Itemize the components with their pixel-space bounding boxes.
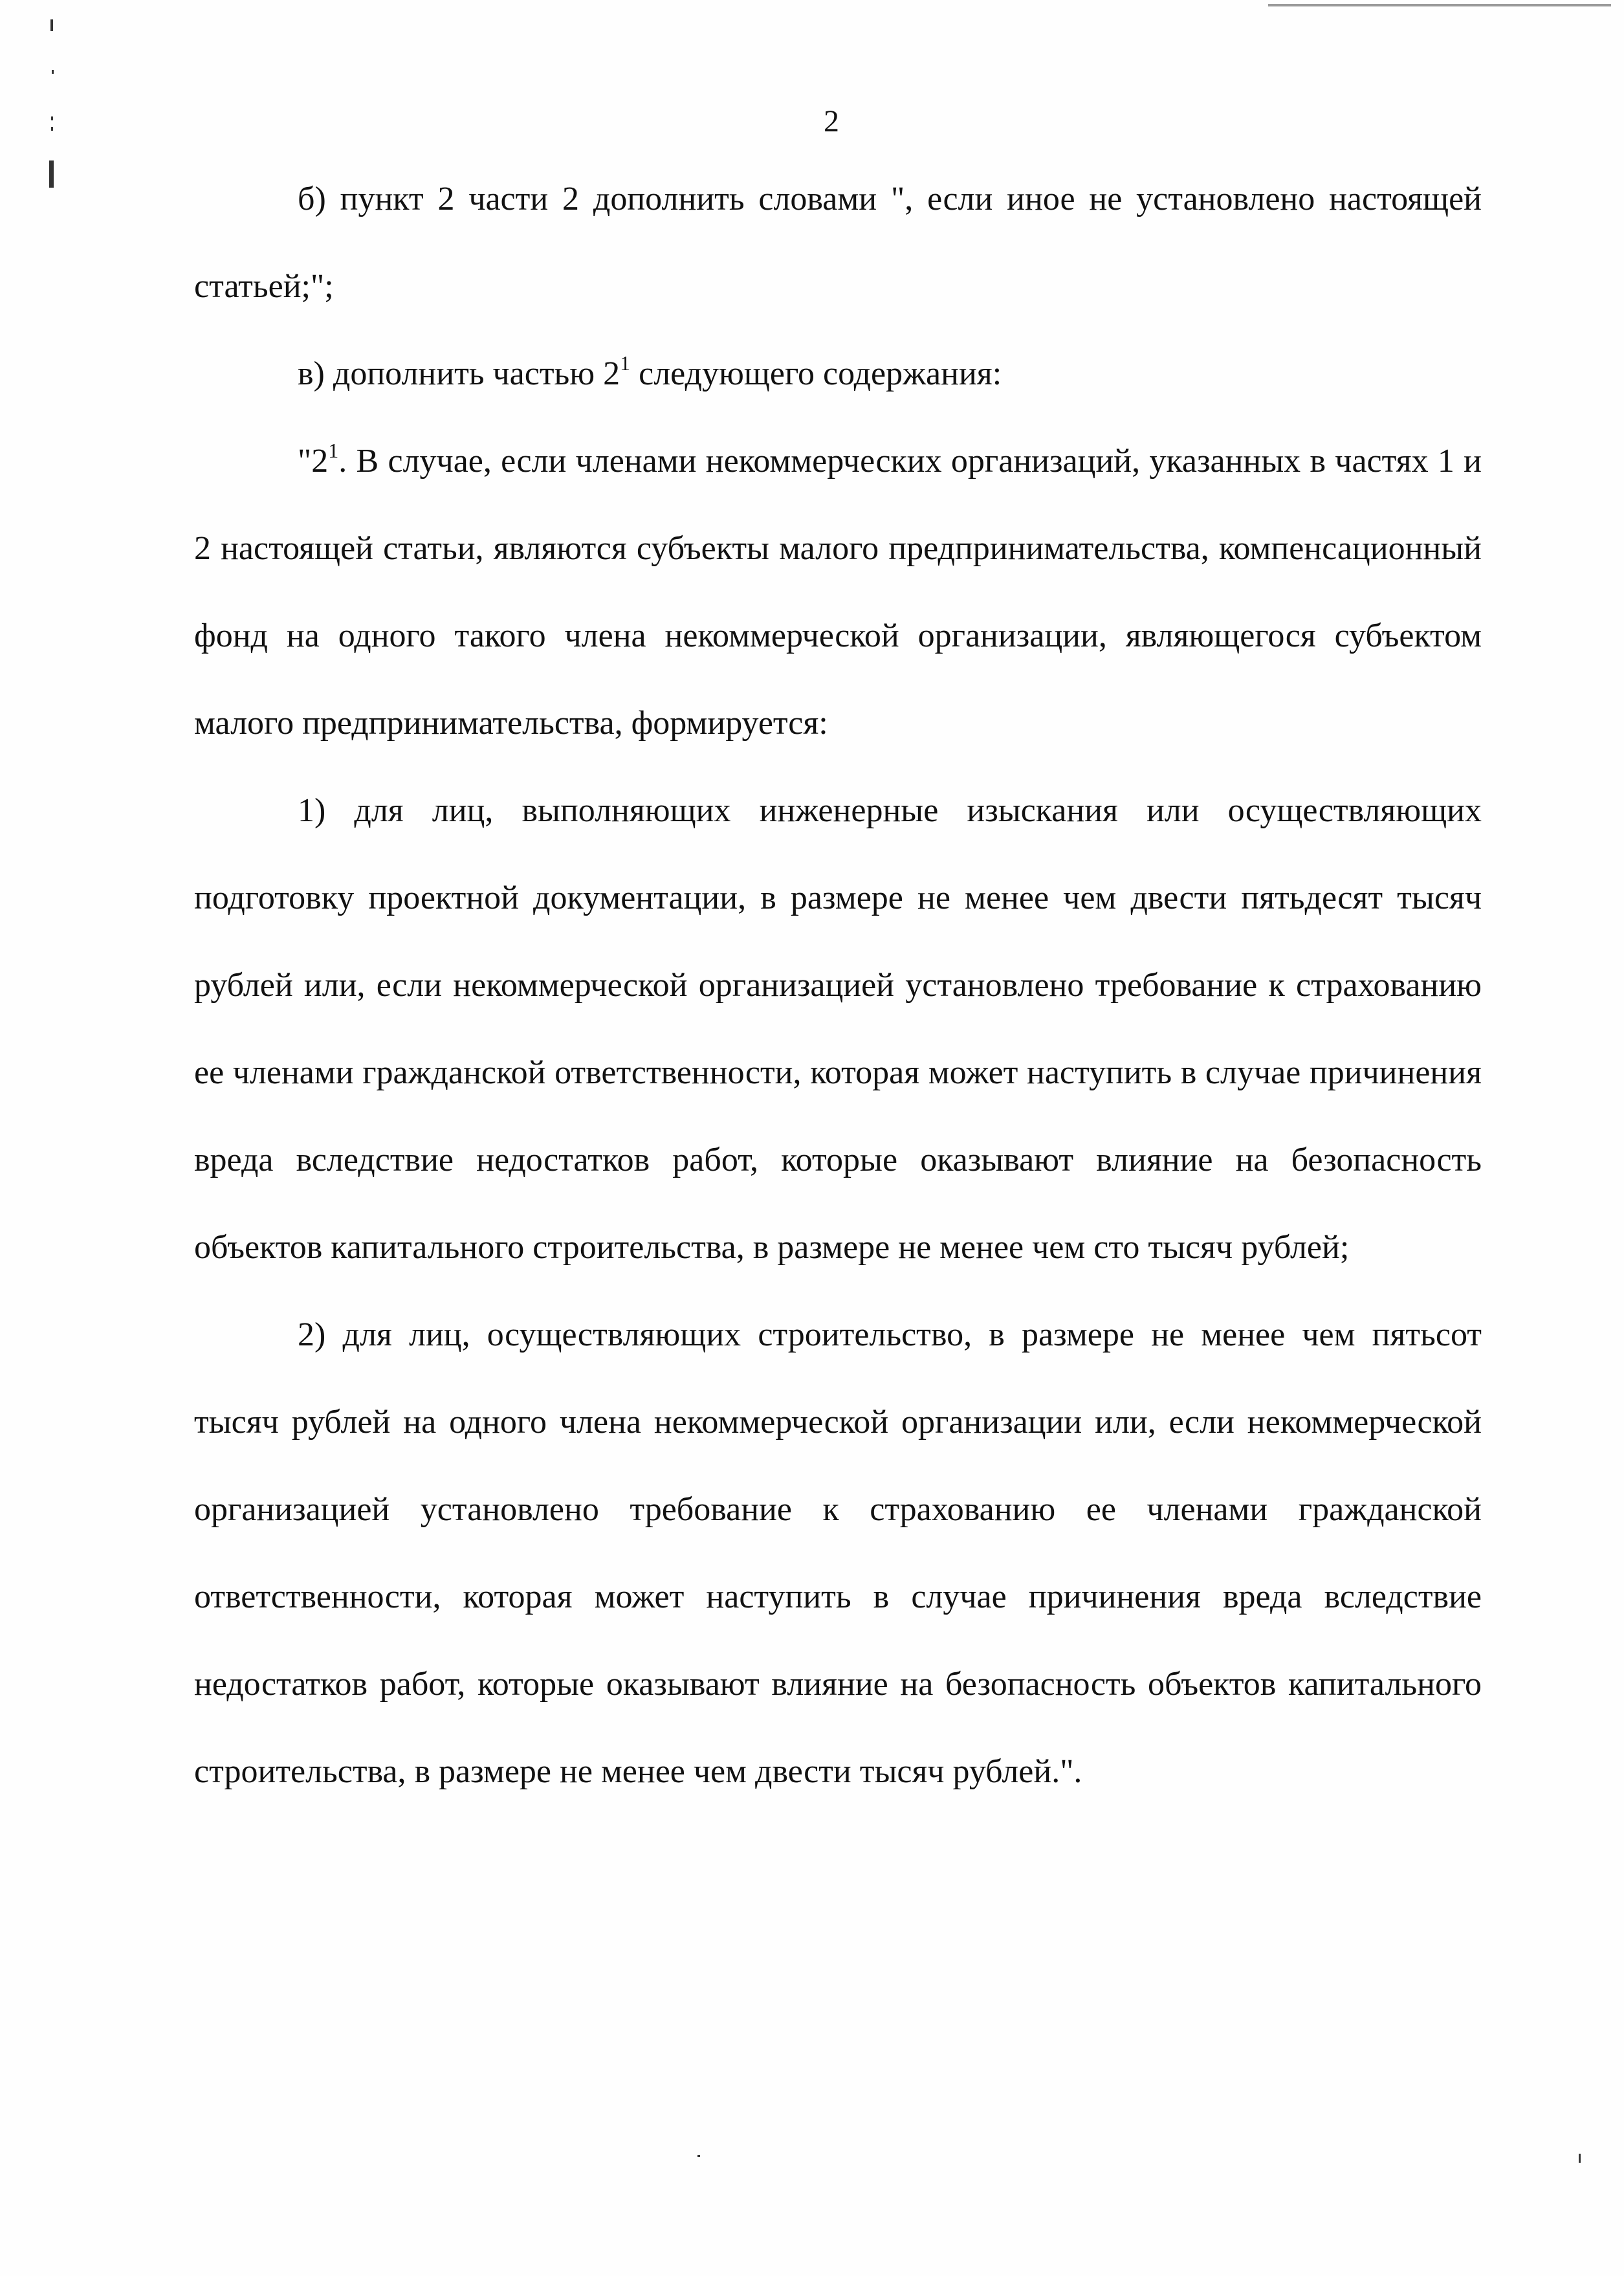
paragraph-item-2: 2) для лиц, осуществляющих строительство, в размере не менее чем пятьсот тысяч рублей на одного члена некоммерческой организации или, если некоммерческой организацией установлено требование к страхованию ее членами гражданской ответственности, которая может наступить в случае причинения вреда вследствие недостатков работ, которые оказывают влияние на безопасность объектов капитального строительства, в размере не менее чем двести тысяч рублей.".	[194, 1316, 1482, 1790]
scan-artifact	[1579, 2154, 1581, 2163]
quoted-part-start: "2	[298, 443, 329, 480]
superscript: 1	[328, 439, 339, 462]
paragraph-v-text-end: следующего содержания:	[630, 355, 1002, 392]
scan-artifact	[51, 127, 53, 131]
paragraph-v	[194, 330, 1482, 417]
document-body	[194, 155, 1482, 1815]
scan-artifact	[52, 70, 54, 74]
scan-top-rule	[1268, 4, 1611, 6]
scan-artifact	[49, 160, 54, 188]
paragraph-b: б) пункт 2 части 2 дополнить словами ", если иное не установлено настоящей статьей;";	[194, 181, 1482, 305]
quoted-part-text: . В случае, если членами некоммерческих организаций, указанных в частях 1 и 2 настоящей статьи, являются субъекты малого предпринимательства, компенсационный фонд на одного такого члена некоммерческой организации, являющегося субъектом малого предпринимательства, формируется:	[194, 443, 1482, 742]
superscript: 1	[620, 351, 631, 375]
page-number: 2	[824, 104, 839, 138]
scan-artifact	[50, 19, 53, 31]
paragraph-item-1: 1) для лиц, выполняющих инженерные изыскания или осуществляющих подготовку проектной документации, в размере не менее чем двести пятьдесят тысяч рублей или, если некоммерческой организацией установлено требование к страхованию ее членами гражданской ответственности, которая может наступить в случае причинения вреда вследствие недостатков работ, которые оказывают влияние на безопасность объектов капитального строительства, в размере не менее чем сто тысяч рублей;	[194, 792, 1482, 1266]
paragraph-quoted-part	[194, 417, 1482, 767]
scan-artifact	[697, 2155, 700, 2157]
scan-artifact	[51, 116, 53, 120]
paragraph-v-text: в) дополнить частью 2	[298, 355, 620, 392]
